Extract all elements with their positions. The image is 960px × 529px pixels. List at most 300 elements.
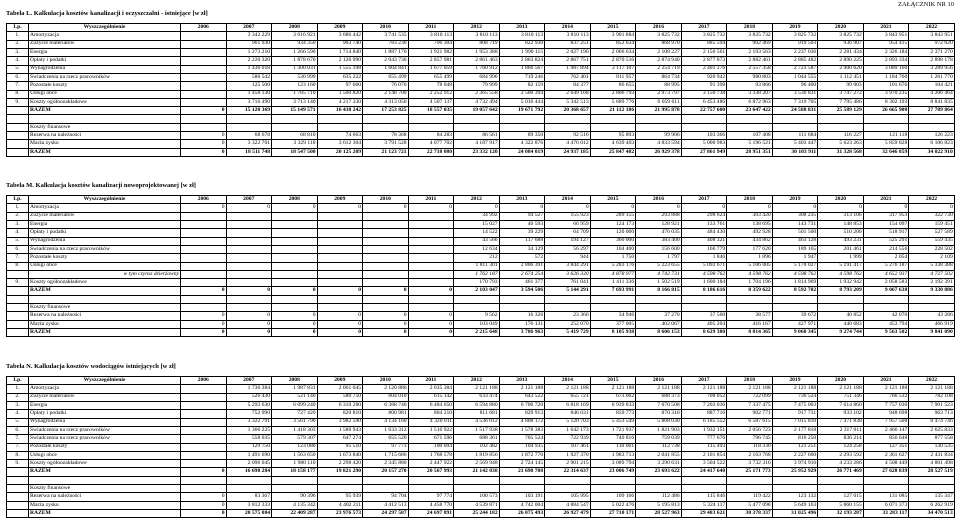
value-cell: 846 031 <box>545 410 591 418</box>
row-number: 3. <box>7 220 29 228</box>
value-cell: 115 846 <box>681 493 727 501</box>
table-row <box>7 148 955 156</box>
value-cell: 1 418 303 <box>272 426 318 434</box>
value-cell: 572 <box>499 254 545 262</box>
value-cell: 1 517 938 <box>454 426 500 434</box>
value-cell <box>181 410 227 418</box>
value-cell: 0 <box>408 204 454 212</box>
value-cell: 4 476 012 <box>545 140 591 148</box>
value-cell: 101 676 <box>863 82 909 90</box>
value-cell: 751 346 <box>818 393 864 401</box>
value-cell: 2 867 751 <box>545 57 591 65</box>
row-number: 8. <box>7 451 29 459</box>
value-cell: 5 196 521 <box>727 140 773 148</box>
value-cell: 121 118 <box>863 132 909 140</box>
value-cell: 7 614 860 <box>818 401 864 409</box>
value-cell <box>226 485 272 493</box>
value-cell: 6 185 552 <box>681 418 727 426</box>
row-label: Energia <box>29 48 181 56</box>
column-header: 2014 <box>545 196 591 204</box>
value-cell: 2 252 912 <box>408 90 454 98</box>
value-cell: 21 142 038 <box>454 468 500 476</box>
value-cell <box>226 212 272 220</box>
value-cell: 19 821 290 <box>317 468 363 476</box>
value-cell: 2 254 719 <box>636 65 682 73</box>
value-cell: 0 <box>363 287 409 295</box>
table-row <box>7 312 955 320</box>
value-cell: 1 887 170 <box>363 48 409 56</box>
value-cell <box>727 115 773 123</box>
value-cell <box>272 220 318 228</box>
value-cell: 25 171 773 <box>727 468 773 476</box>
value-cell: 615 142 <box>408 393 454 401</box>
value-cell: 1 600 184 <box>681 279 727 287</box>
value-cell: 1 821 903 <box>636 426 682 434</box>
row-number <box>7 304 29 312</box>
value-cell: 980 803 <box>727 73 773 81</box>
value-cell <box>181 443 227 451</box>
value-cell: 84 283 <box>408 132 454 140</box>
value-cell <box>363 220 409 228</box>
value-cell <box>772 123 818 131</box>
column-header: 2021 <box>863 196 909 204</box>
column-header: 2013 <box>499 24 545 32</box>
column-header: 2010 <box>363 24 409 32</box>
row-number: 6. <box>7 426 29 434</box>
column-header: 2020 <box>818 196 864 204</box>
value-cell: 963 713 <box>909 410 955 418</box>
value-cell <box>681 485 727 493</box>
value-cell: 29 483 621 <box>681 510 727 518</box>
value-cell: 1 184 760 <box>863 73 909 81</box>
row-number: 4. <box>7 229 29 237</box>
value-cell: 434 862 <box>727 237 773 245</box>
row-number: 2. <box>7 212 29 220</box>
value-cell <box>181 57 227 65</box>
value-cell: 1 721 937 <box>590 426 636 434</box>
value-cell: 3 974 916 <box>772 460 818 468</box>
value-cell: 7 070 508 <box>636 401 682 409</box>
value-cell: 78 048 <box>408 82 454 90</box>
value-cell <box>772 295 818 303</box>
value-cell: 14 522 <box>454 229 500 237</box>
value-cell: 521 140 <box>272 393 318 401</box>
value-cell: 2 900 620 <box>818 65 864 73</box>
value-cell: 4 598 762 <box>818 270 864 278</box>
value-cell: 17 253 825 <box>363 107 409 115</box>
value-cell: 4 135 342 <box>272 501 318 509</box>
value-cell: 100 573 <box>454 493 500 501</box>
row-number <box>7 510 29 518</box>
value-cell: 4 801 498 <box>909 460 955 468</box>
value-cell: 719 246 <box>499 73 545 81</box>
row-label: Amortyzacja <box>29 204 181 212</box>
value-cell: 5 191 417 <box>818 262 864 270</box>
column-header: Wyszczególnienie <box>29 24 181 32</box>
value-cell <box>272 245 318 253</box>
value-cell: 887 716 <box>681 410 727 418</box>
value-cell: 0 <box>181 510 227 518</box>
table-row <box>7 460 955 468</box>
value-cell: 902 771 <box>727 410 773 418</box>
value-cell: 2 121 188 <box>545 385 591 393</box>
value-cell: 708 052 <box>681 393 727 401</box>
value-cell <box>363 237 409 245</box>
row-label: RAZEM <box>29 107 181 115</box>
value-cell: 4 412 513 <box>363 501 409 509</box>
row-number: 1. <box>7 32 29 40</box>
value-cell <box>181 295 227 303</box>
table-row <box>7 115 955 123</box>
value-cell <box>636 295 682 303</box>
column-header: 2012 <box>454 377 500 385</box>
value-cell <box>272 123 318 131</box>
value-cell: 129 750 <box>226 443 272 451</box>
value-cell: 2 371 270 <box>909 48 955 56</box>
value-cell: 104 400 <box>590 245 636 253</box>
value-cell: 25 847 482 <box>590 148 636 156</box>
value-cell <box>181 393 227 401</box>
value-cell: 1 980 110 <box>272 460 318 468</box>
value-cell: 1 580 943 <box>317 426 363 434</box>
value-cell: 0 <box>181 501 227 509</box>
value-cell: 0 <box>317 204 363 212</box>
value-cell: 228 502 <box>909 245 955 253</box>
value-cell: 155 923 <box>545 212 591 220</box>
value-cell <box>181 401 227 409</box>
value-cell: 525 291 <box>863 237 909 245</box>
value-cell <box>818 123 864 131</box>
value-cell <box>408 115 454 123</box>
column-header: 2014 <box>545 24 591 32</box>
table-row <box>7 320 955 328</box>
value-cell: 2 806 391 <box>499 262 545 270</box>
table-row <box>7 229 955 237</box>
value-cell: 8 841 835 <box>909 98 955 106</box>
value-cell: 705 524 <box>499 435 545 443</box>
value-cell <box>226 295 272 303</box>
value-cell: 783 230 <box>363 40 409 48</box>
value-cell: 31 328 568 <box>818 148 864 156</box>
value-cell: 15 027 <box>454 220 500 228</box>
value-cell: 8 186 616 <box>681 287 727 295</box>
row-number <box>7 312 29 320</box>
value-cell: 8 166 815 <box>636 287 682 295</box>
table-caption: Tabela N. Kalkulacja kosztów wodociągów istniejących [w zł] <box>6 363 176 370</box>
value-cell <box>909 304 955 312</box>
table-row <box>7 73 955 81</box>
value-cell: 91 398 <box>681 82 727 90</box>
value-cell <box>454 485 500 493</box>
value-cell: 3 089 794 <box>590 460 636 468</box>
value-cell: 102 482 <box>454 443 500 451</box>
value-cell <box>181 418 227 426</box>
value-cell: 0 <box>363 320 409 328</box>
table-row <box>7 237 955 245</box>
value-cell: 127 015 <box>818 493 864 501</box>
column-header: 2009 <box>317 196 363 204</box>
value-cell: 1 814 969 <box>772 279 818 287</box>
value-cell: 2 121 188 <box>681 385 727 393</box>
value-cell: 1 896 <box>727 254 773 262</box>
value-cell: 97 773 <box>363 443 409 451</box>
value-cell: 1 633 312 <box>363 426 409 434</box>
value-cell: 32 193 287 <box>818 510 864 518</box>
value-cell: 119 422 <box>727 493 773 501</box>
value-cell: 2 500 394 <box>499 90 545 98</box>
value-cell: 23 366 <box>545 312 591 320</box>
value-cell: 0 <box>909 204 955 212</box>
value-cell: 2 326 184 <box>863 48 909 56</box>
value-cell <box>545 485 591 493</box>
value-cell: 0 <box>181 140 227 148</box>
value-cell: 0 <box>181 493 227 501</box>
value-cell: 7 203 036 <box>681 401 727 409</box>
column-header: 2017 <box>681 24 727 32</box>
value-cell: 0 <box>181 312 227 320</box>
value-cell <box>181 98 227 106</box>
value-cell <box>272 237 318 245</box>
cost-table <box>6 23 955 157</box>
value-cell: 99 906 <box>636 132 682 140</box>
value-cell: 3 716 490 <box>226 98 272 106</box>
value-cell <box>272 212 318 220</box>
value-cell: 110 061 <box>590 443 636 451</box>
value-cell <box>909 485 955 493</box>
value-cell: 33 283 117 <box>863 510 909 518</box>
value-cell <box>818 485 864 493</box>
value-cell <box>454 123 500 131</box>
value-cell: 27 789 864 <box>909 107 955 115</box>
value-cell: 19 057 642 <box>454 107 500 115</box>
value-cell: 5 106 005 <box>727 262 773 270</box>
value-cell: 93 866 <box>727 82 773 90</box>
value-cell: 2 058 583 <box>863 279 909 287</box>
value-cell: 3 747 272 <box>818 90 864 98</box>
value-cell <box>226 123 272 131</box>
value-cell: 1 921 982 <box>408 48 454 56</box>
value-cell: 811 681 <box>454 410 500 418</box>
value-cell: 4 878 977 <box>590 270 636 278</box>
value-cell <box>363 245 409 253</box>
value-cell: 15 149 571 <box>272 107 318 115</box>
value-cell: 2 121 188 <box>499 385 545 393</box>
value-cell: 1 768 578 <box>408 451 454 459</box>
value-cell: 0 <box>636 204 682 212</box>
value-cell: 8 474 746 <box>909 418 955 426</box>
value-cell: 0 <box>226 320 272 328</box>
value-cell: 1 987 831 <box>272 385 318 393</box>
value-cell: 3 810 113 <box>408 32 454 40</box>
value-cell: 12 634 <box>454 245 500 253</box>
value-cell: 3 616 921 <box>272 32 318 40</box>
column-header: 2013 <box>499 196 545 204</box>
value-cell: 7 795 486 <box>818 98 864 106</box>
value-cell: 123 132 <box>772 493 818 501</box>
row-label: Amortyzacja <box>29 385 181 393</box>
value-cell: 123 080 <box>272 443 318 451</box>
value-cell: 2 066 634 <box>590 48 636 56</box>
value-cell <box>408 279 454 287</box>
column-header: 2017 <box>681 377 727 385</box>
column-header: 2006 <box>181 196 227 204</box>
row-label: Pozostałe koszty <box>29 254 181 262</box>
table-caption: Tabela M. Kalkulacja kosztów kanalizacji nowoprojektowanej [w zł] <box>6 182 196 189</box>
value-cell: 1 932 942 <box>818 279 864 287</box>
row-number <box>7 132 29 140</box>
column-header: 2021 <box>863 377 909 385</box>
value-cell: 99 003 <box>818 82 864 90</box>
value-cell <box>545 123 591 131</box>
row-label: Opłaty i podatki <box>29 229 181 237</box>
row-number <box>7 123 29 131</box>
row-number: 9. <box>7 279 29 287</box>
value-cell: 2 863 824 <box>499 57 545 65</box>
value-cell: 130 535 <box>909 443 955 451</box>
value-cell <box>226 476 272 484</box>
value-cell: 3 329 118 <box>272 140 318 148</box>
value-cell <box>408 237 454 245</box>
value-cell: 852 634 <box>590 40 636 48</box>
value-cell: 1 563 650 <box>272 451 318 459</box>
value-cell <box>363 279 409 287</box>
row-label: w tym czynsz dzierżawny <box>29 270 181 278</box>
value-cell: 104 935 <box>499 443 545 451</box>
table-row <box>7 287 955 295</box>
value-cell: 3 561 790 <box>272 418 318 426</box>
value-cell: 20 125 209 <box>317 148 363 156</box>
value-cell: 3 810 113 <box>545 32 591 40</box>
value-cell: 920 942 <box>681 73 727 81</box>
value-cell: 107 408 <box>727 132 773 140</box>
value-cell: 212 <box>454 254 500 262</box>
value-cell: 868 970 <box>636 40 682 48</box>
value-cell: 5 808 030 <box>636 418 682 426</box>
value-cell: 2 298 420 <box>317 460 363 468</box>
value-cell: 527 589 <box>909 229 955 237</box>
value-cell: 829 913 <box>499 410 545 418</box>
value-cell: 408 321 <box>681 237 727 245</box>
value-cell <box>181 435 227 443</box>
value-cell: 7 015 810 <box>772 418 818 426</box>
column-header: 2015 <box>590 377 636 385</box>
value-cell <box>818 295 864 303</box>
row-number: 1. <box>7 385 29 393</box>
row-label: Świadczenia na rzecz pracowników <box>29 435 181 443</box>
value-cell: 453 794 <box>863 320 909 328</box>
value-cell <box>454 115 500 123</box>
table-row <box>7 220 955 228</box>
value-cell <box>590 295 636 303</box>
column-header: 2018 <box>727 377 773 385</box>
value-cell: 31 025 496 <box>772 510 818 518</box>
value-cell: 740 816 <box>590 435 636 443</box>
value-cell: 643 522 <box>499 393 545 401</box>
column-header: 2006 <box>181 377 227 385</box>
table-row <box>7 40 955 48</box>
value-cell: 20 368 657 <box>545 107 591 115</box>
column-header: 2007 <box>226 24 272 32</box>
value-cell: 6 059 611 <box>636 98 682 106</box>
value-cell: 2 649 168 <box>545 90 591 98</box>
value-cell <box>909 295 955 303</box>
value-cell: 752 990 <box>226 410 272 418</box>
value-cell: 289 155 <box>590 212 636 220</box>
value-cell <box>272 304 318 312</box>
value-cell: 5 170 027 <box>772 262 818 270</box>
value-cell <box>681 123 727 131</box>
row-number: 4. <box>7 410 29 418</box>
value-cell <box>454 476 500 484</box>
value-cell: 5 859 828 <box>863 140 909 148</box>
value-cell: 115 493 <box>681 443 727 451</box>
value-cell: 558 035 <box>226 435 272 443</box>
value-cell: 3 150 738 <box>681 90 727 98</box>
value-cell: 298 624 <box>681 212 727 220</box>
table-row <box>7 468 955 476</box>
value-cell: 5 623 263 <box>818 140 864 148</box>
column-header: 2018 <box>727 196 773 204</box>
value-cell: 0 <box>272 287 318 295</box>
value-cell: 463 128 <box>772 237 818 245</box>
row-label: Koszty ogółnozakładowe <box>29 460 181 468</box>
value-cell <box>363 304 409 312</box>
value-cell: 9 563 502 <box>863 329 909 337</box>
value-cell: 6 818 169 <box>545 401 591 409</box>
value-cell: 493 231 <box>818 237 864 245</box>
value-cell: 194 127 <box>545 237 591 245</box>
value-cell <box>636 476 682 484</box>
table-row <box>7 304 955 312</box>
value-cell: 1 932 151 <box>681 426 727 434</box>
value-cell: 484 430 <box>681 229 727 237</box>
value-cell: 34 946 <box>590 312 636 320</box>
value-cell: 762 401 <box>545 73 591 81</box>
value-cell: 1 866 567 <box>499 65 545 73</box>
table-row <box>7 410 955 418</box>
value-cell: 74 663 <box>317 132 363 140</box>
value-cell: 917 731 <box>772 410 818 418</box>
row-number <box>7 140 29 148</box>
value-cell: 133 761 <box>681 220 727 228</box>
value-cell: 1 673 840 <box>317 451 363 459</box>
value-cell: 8 629 380 <box>681 329 727 337</box>
value-cell: 954 415 <box>863 40 909 48</box>
value-cell: 476 035 <box>636 229 682 237</box>
row-label: Usługi obce <box>29 451 181 459</box>
value-cell <box>727 295 773 303</box>
column-header: 2011 <box>408 196 454 204</box>
table-row <box>7 418 955 426</box>
value-cell: 19 671 792 <box>499 107 545 115</box>
value-cell: 2 177 818 <box>772 426 818 434</box>
value-cell: 23 332 120 <box>454 148 500 156</box>
value-cell <box>863 123 909 131</box>
row-label: Koszty ogółnozakładowe <box>29 279 181 287</box>
value-cell <box>727 123 773 131</box>
value-cell <box>181 451 227 459</box>
value-cell: 5 419 729 <box>545 329 591 337</box>
value-cell: 2 361 627 <box>863 451 909 459</box>
value-cell: 4 742 004 <box>499 501 545 509</box>
value-cell: 518 917 <box>863 229 909 237</box>
value-cell: 28 527 519 <box>909 468 955 476</box>
value-cell: 3 713 140 <box>272 98 318 106</box>
column-header: Lp. <box>7 196 29 204</box>
value-cell: 0 <box>317 287 363 295</box>
value-cell <box>317 237 363 245</box>
value-cell: 23 647 422 <box>727 107 773 115</box>
